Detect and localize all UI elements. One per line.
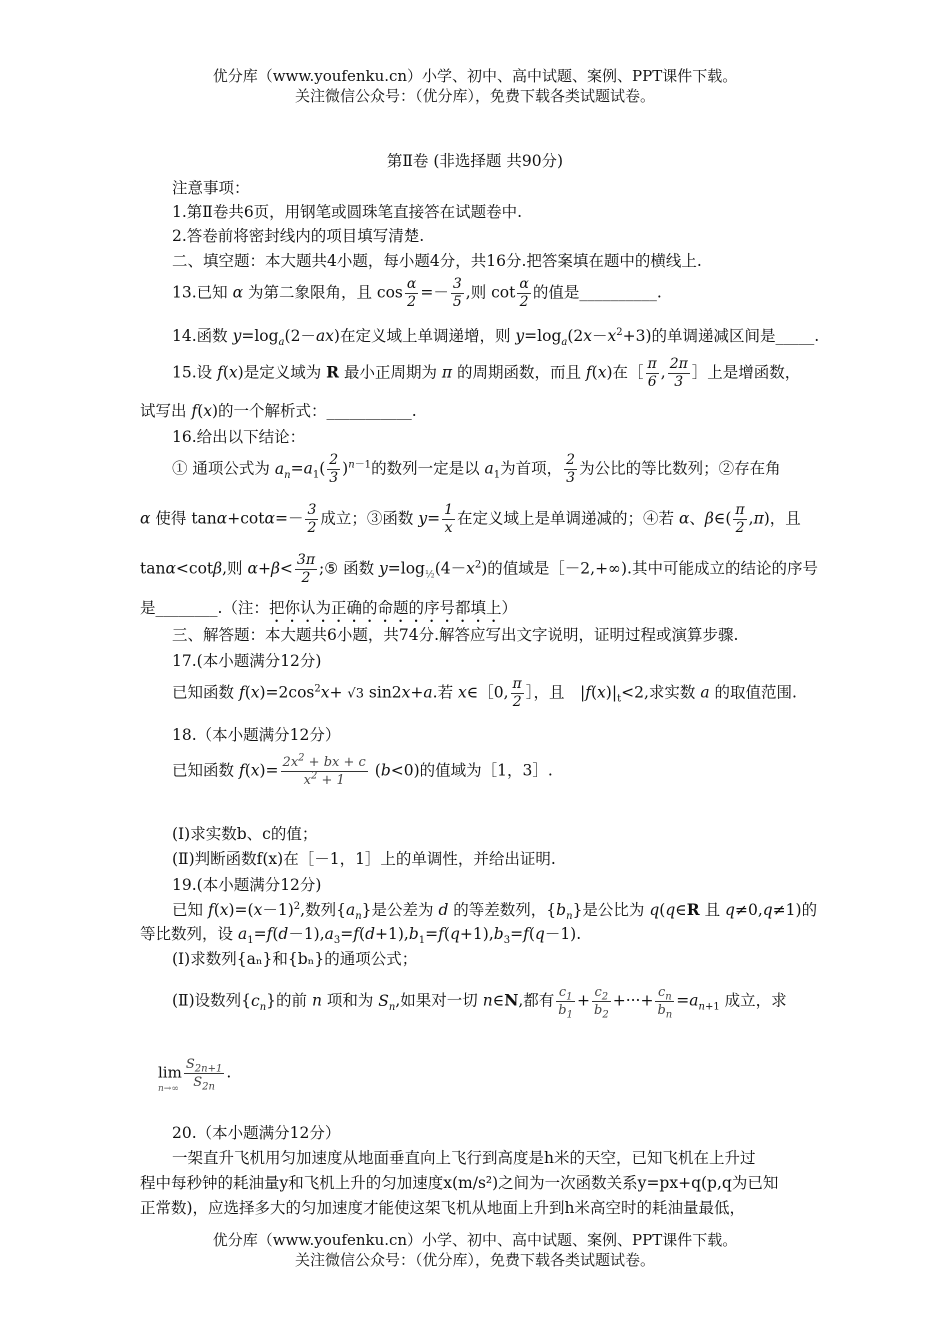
limit-expression: lim $\frac{S_{2n+1}}{S_{2n}}$ . n→∞ xyxy=(158,1057,232,1094)
question-17-body: 已知函数 $f(x)=2\cos^2x+ √3$ sin2x+a.若 x∈［0, $\frac{\pi}{2}$ ］，且 $|f(x)|_t<2$,求实数 a 的取值范围. xyxy=(172,676,797,710)
question-15-line2: 试写出 f(x)的一个解析式：___________. xyxy=(140,402,417,420)
question-19-line2: 等比数列，设 $a_1=f(d-1),a_3=f(d+1),b_1=f(q+1),b_3=f(q-1)$. xyxy=(140,925,582,947)
question-18-part2: (Ⅱ)判断函数f(x)在［－1，1］上的单调性，并给出证明. xyxy=(172,850,556,868)
page-footer-line2: 关注微信公众号：（优分库），免费下载各类试题试卷。 xyxy=(294,1251,655,1269)
question-18-body: 已知函数 f(x)= $\frac{2x^2 + bx + c}{x^2 + 1}$ (b<0)的值域为［1，3］. xyxy=(172,752,553,788)
page-header-line1: 优分库（www.youfenku.cn）小学、初中、高中试题、案例、PPT课件下载。 xyxy=(212,67,738,85)
page-footer-line1: 优分库（www.youfenku.cn）小学、初中、高中试题、案例、PPT课件下载。 xyxy=(212,1231,738,1249)
question-16-title: 16.给出以下结论： xyxy=(172,428,306,446)
question-15-line1: 15.设 f(x)是定义域为 R 最小正周期为 π 的周期函数，而且 f(x)在［ $\frac{\pi}{6}$ , $\frac{2\pi}{3}$ ］上是增函数， xyxy=(172,356,801,390)
part2-heading: 二、填空题：本大题共4小题，每小题4分，共16分.把答案填在题中的横线上. xyxy=(172,252,702,270)
question-20-title: 20.（本小题满分12分） xyxy=(172,1124,341,1142)
question-17-title: 17.(本小题满分12分) xyxy=(172,652,322,670)
question-16-line1: ① 通项公式为 $a_n=a_1$( $\frac{2}{3}$ )$^{n-1}$的数列一定是以 $a_1$为首项， $\frac{2}{3}$ 为公比的等比数列；②存在角 xyxy=(172,452,781,486)
question-20-line2: 程中每秒钟的耗油量y和飞机上升的匀加速度x(m/s²)之间为一次函数关系y=px+q(p,q为已知 xyxy=(140,1174,779,1192)
page-header-line2: 关注微信公众号：（优分库），免费下载各类试题试卷。 xyxy=(294,87,655,105)
notes-heading: 注意事项： xyxy=(172,179,250,197)
question-20-line3: 正常数)，应选择多大的匀加速度才能使这架飞机从地面上升到h米高空时的耗油量最低， xyxy=(140,1199,746,1217)
section-title: 第Ⅱ卷 (非选择题 共90分) xyxy=(386,152,564,170)
question-19-line1: 已知 $f(x)=(x-1)^2$,数列$\{a_n\}$是公差为 d 的等差数列，$\{b_n\}$是公比为 q(q∈R 且 q≠0,q≠1)的 xyxy=(172,900,818,923)
question-16-line2: α 使得 tanα+cotα=－ $\frac{3}{2}$ 成立；③函数 y= $\frac{1}{x}$ 在定义域上是单调递减的；④若 α、β∈( $\frac{\pi}{2}$ ,π)，且 xyxy=(140,502,801,536)
question-19-part1: (Ⅰ)求数列{aₙ}和{bₙ}的通项公式； xyxy=(172,950,418,968)
question-20-line1: 一架直升飞机用匀加速度从地面垂直向上飞行到高度是h米的天空，已知飞机在上升过 xyxy=(172,1149,756,1167)
question-13: 13.已知 α 为第二象限角，且 cos $\frac{\alpha}{2}$ =－ $\frac{3}{5}$ ,则 cot $\frac{\alpha}{2}$ 的值是__________. xyxy=(172,276,662,310)
question-19-title: 19.(本小题满分12分) xyxy=(172,876,322,894)
notes-item-1: 1.第Ⅱ卷共6页，用钢笔或圆珠笔直接答在试题卷中. xyxy=(172,203,523,221)
question-18-title: 18.（本小题满分12分） xyxy=(172,726,341,744)
question-18-part1: (Ⅰ)求实数b、c的值； xyxy=(172,825,318,843)
question-16-line3: tanα<cotβ,则 α+β< $\frac{3\pi}{2}$ ;⑤ 函数 $y=\log_{\frac{1}{2}}(4-x^2)$的值域是［－2,+∞).其中可能成立的结论的序号 xyxy=(140,552,818,586)
question-14: 14.函数 $y=\log_a(2-ax)$在定义域上单调递增，则 $y=\log_a(2x-x^2+3)$的单调递减区间是_____. xyxy=(172,326,820,349)
part3-heading: 三、解答题：本大题共6小题，共74分.解答应写出文字说明，证明过程或演算步骤. xyxy=(172,626,739,644)
question-16-line4: 是________.（注：把你认为正确的命题的序号都填上） xyxy=(140,599,517,617)
question-19-part2: (Ⅱ)设数列$\{c_n\}$的前 n 项和为 $S_n$,如果对一切 n∈N,都有 $\frac{c_1}{b_1}$ + $\frac{c_2}{b_2}$ +···+ $\frac{c_n}{b_n}$ $=a_{n+1}$ 成立，求 xyxy=(172,985,787,1021)
notes-item-2: 2.答卷前将密封线内的项目填写清楚. xyxy=(172,227,425,245)
